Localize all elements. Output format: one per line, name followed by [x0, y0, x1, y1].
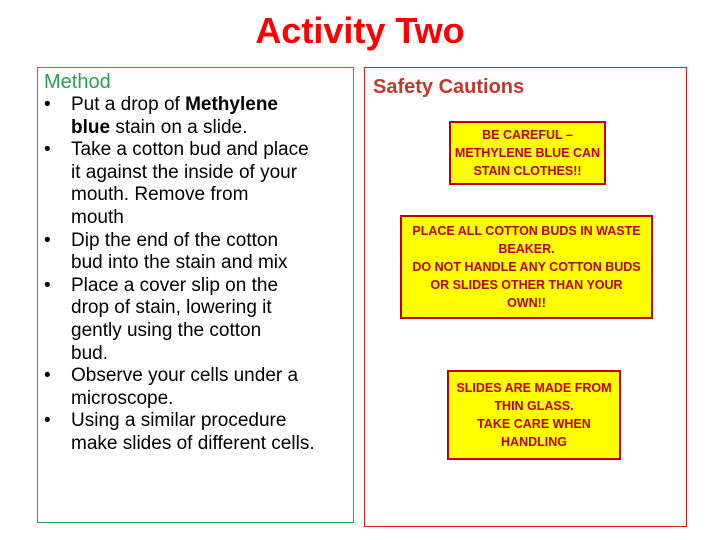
- step-line: bud.: [71, 342, 108, 364]
- step-line: Take a cotton bud and place: [71, 139, 309, 161]
- safety-panel: [364, 67, 687, 527]
- step-bold-text: blue: [71, 116, 111, 138]
- step-line: Observe your cells under a: [71, 365, 299, 387]
- warning-line: METHYLENE BLUE CAN: [454, 146, 601, 160]
- warning-box-stain: [449, 121, 606, 185]
- method-step-3: [44, 230, 353, 275]
- step-line: Place a cover slip on the: [71, 274, 279, 296]
- bullet-icon: •: [44, 139, 51, 161]
- bullet-icon: •: [44, 229, 51, 251]
- step-line: make slides of different cells.: [71, 432, 315, 454]
- warning-line: TAKE CARE WHEN: [477, 417, 591, 431]
- warning-box-cotton-buds: [400, 215, 653, 319]
- step-line: microscope.: [71, 387, 174, 409]
- warning-box-glass: [447, 370, 621, 460]
- method-steps: [44, 94, 353, 456]
- method-step-4: [44, 275, 353, 365]
- bullet-icon: •: [44, 274, 51, 296]
- bullet-icon: •: [44, 94, 51, 115]
- step-bold-text: Methylene: [185, 94, 278, 115]
- method-step-5: [44, 365, 353, 410]
- warning-line: BE CAREFUL –: [482, 128, 573, 142]
- step-text: Put a drop of: [71, 94, 186, 115]
- warning-line: OR SLIDES OTHER THAN YOUR: [430, 278, 623, 292]
- page-title: Activity Two: [255, 10, 465, 51]
- warning-line: SLIDES ARE MADE FROM: [456, 381, 612, 395]
- method-heading: Method: [44, 71, 111, 93]
- step-line: mouth: [71, 206, 124, 228]
- warning-line: THIN GLASS.: [494, 399, 574, 413]
- warning-line: HANDLING: [501, 435, 567, 449]
- step-line: bud into the stain and mix: [71, 252, 288, 274]
- step-line: it against the inside of your: [71, 161, 298, 183]
- step-line: gently using the cotton: [71, 319, 262, 341]
- warning-line: PLACE ALL COTTON BUDS IN WASTE: [412, 224, 641, 238]
- warning-line: DO NOT HANDLE ANY COTTON BUDS: [412, 260, 641, 274]
- step-text: stain on a slide.: [110, 116, 248, 138]
- bullet-icon: •: [44, 410, 51, 432]
- method-step-6: [44, 410, 353, 455]
- step-line: Using a similar procedure: [71, 410, 287, 432]
- step-line: mouth. Remove from: [71, 184, 249, 206]
- step-line: Dip the end of the cotton: [71, 229, 279, 251]
- method-step-2: [44, 139, 353, 229]
- warning-line: STAIN CLOTHES!!: [473, 164, 582, 178]
- warning-line: OWN!!: [507, 296, 546, 310]
- method-panel: [37, 67, 354, 523]
- step-line: drop of stain, lowering it: [71, 297, 272, 319]
- warning-line: BEAKER.: [498, 242, 555, 256]
- method-step-1: [44, 94, 353, 139]
- bullet-icon: •: [44, 365, 51, 387]
- safety-heading: Safety Cautions: [373, 76, 525, 98]
